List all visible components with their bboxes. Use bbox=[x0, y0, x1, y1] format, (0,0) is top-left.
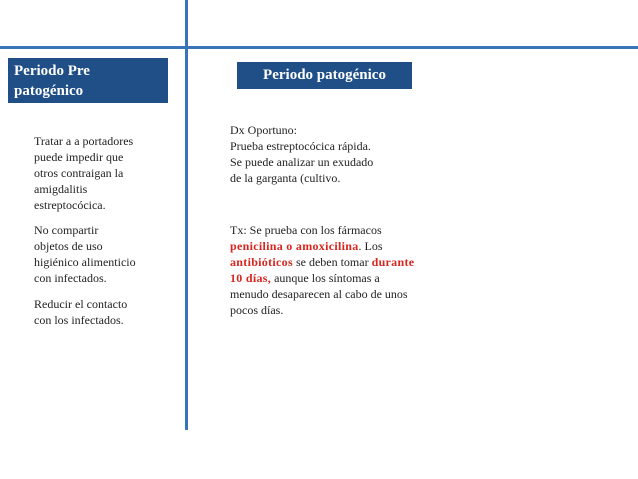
treatment-text-part3: se deben tomar bbox=[292, 255, 372, 269]
pathogenic-header: Periodo patogénico bbox=[237, 62, 412, 89]
treatment-drugs-highlight: penicilina o amoxicilina bbox=[230, 239, 359, 253]
treatment-text-part1: Tx: Se prueba con los fármacos bbox=[230, 223, 382, 237]
treatment-text-part4: aunque los síntomas a menudo desaparecen al cabo de unos pocos días. bbox=[230, 271, 408, 317]
reduce-contact-text: Reducir el contacto con los infectados. bbox=[34, 297, 128, 327]
vertical-axis-line bbox=[185, 0, 188, 430]
diagnosis-text: Dx Oportuno: Prueba estreptocócica rápida. Se puede analizar un exudado de la garganta (cultivo. bbox=[230, 123, 374, 185]
no-sharing-text: No compartir objetos de uso higiénico alimenticio con infectados. bbox=[34, 223, 136, 285]
duration-highlight: durante 10 días, bbox=[230, 255, 415, 285]
prepathogenic-header-line1: Periodo Pre bbox=[14, 63, 90, 79]
prepathogenic-header bbox=[8, 58, 168, 103]
treatment-text-part2: . Los bbox=[358, 239, 383, 253]
prepathogenic-header-line2: patogénico bbox=[14, 83, 84, 99]
antibiotics-highlight: antibióticos bbox=[230, 255, 293, 269]
carrier-treatment-text: Tratar a a portadores puede impedir que otros contraigan la amigdalitis estreptocócica. bbox=[34, 134, 134, 212]
horizontal-axis-line bbox=[0, 46, 638, 49]
treatment-text bbox=[230, 222, 420, 318]
